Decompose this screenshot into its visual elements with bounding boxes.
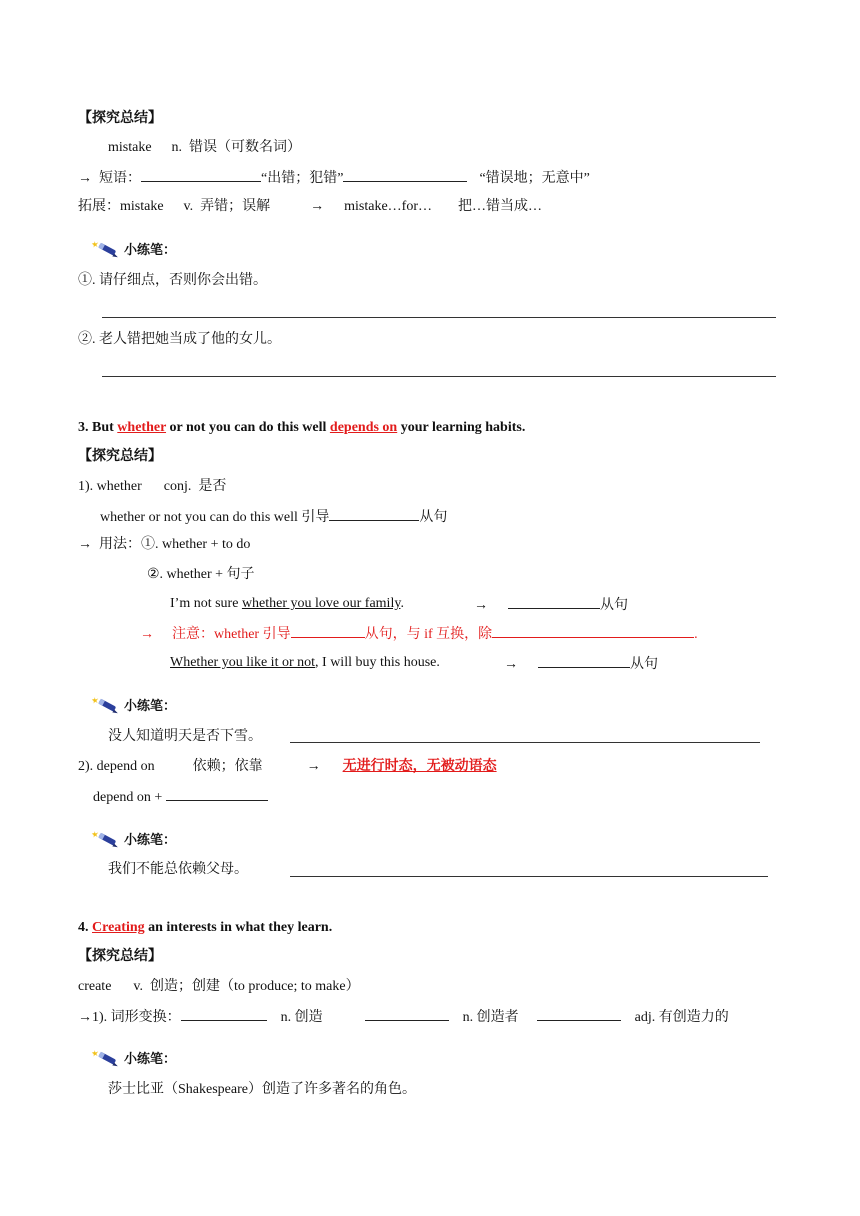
vocab-word: create xyxy=(78,979,112,994)
vocab-word: mistake xyxy=(108,140,152,155)
pattern-text: depend on + xyxy=(93,790,163,805)
highlight-creating: Creating xyxy=(92,920,145,935)
practice-question: 我们不能总依赖父母。 xyxy=(108,862,248,877)
fill-blank[interactable] xyxy=(537,1007,621,1021)
practice-label: 小练笔： xyxy=(124,833,177,848)
arrow-icon: → xyxy=(78,171,92,186)
example-text: , I will buy this house. xyxy=(315,655,440,670)
answer-line[interactable] xyxy=(290,742,760,743)
vocab-word: 1). whether xyxy=(78,479,142,494)
example-answer xyxy=(474,595,628,615)
highlight-whether: whether xyxy=(117,420,167,435)
pen-icon xyxy=(90,694,120,716)
summary-heading: 【探究总结】 xyxy=(78,449,162,464)
usage-text: ②. whether + 句子 xyxy=(147,567,255,582)
practice-label: 小练笔： xyxy=(124,699,177,714)
practice-heading xyxy=(90,828,176,850)
example-text: 从句 xyxy=(600,598,628,613)
arrow-icon: → xyxy=(78,537,92,552)
part-of-speech: n. xyxy=(171,140,183,155)
practice-heading xyxy=(90,694,176,716)
grammar-note: 无进行时态，无被动语态 xyxy=(342,759,497,774)
example-clause: whether you love our family xyxy=(241,596,401,611)
example-text: . xyxy=(400,596,404,611)
word-forms-line xyxy=(78,1007,729,1027)
word-form: n. 创造 xyxy=(280,1010,323,1025)
word-forms-label: →1). 词形变换： xyxy=(78,1010,181,1025)
vocab-line xyxy=(108,139,301,157)
note-line xyxy=(140,624,698,644)
clause-line xyxy=(100,507,447,527)
pattern-line xyxy=(93,787,268,807)
pen-icon xyxy=(90,1047,120,1069)
fill-blank[interactable] xyxy=(181,1007,267,1021)
fill-blank[interactable] xyxy=(166,787,268,801)
pattern-meaning: 把…错当成… xyxy=(458,199,543,214)
fill-blank[interactable] xyxy=(329,507,419,521)
example-line xyxy=(170,654,440,672)
arrow-icon: → xyxy=(310,199,325,214)
fill-blank[interactable] xyxy=(141,168,261,182)
fill-blank[interactable] xyxy=(291,624,365,638)
definition: 依赖；依靠 xyxy=(192,759,263,774)
title-text: or not you can do this well xyxy=(169,420,327,435)
section-title xyxy=(78,919,332,937)
summary-heading: 【探究总结】 xyxy=(78,111,162,126)
part-of-speech: v. xyxy=(133,979,144,994)
example-text: I’m not sure xyxy=(170,596,239,611)
usage-line xyxy=(78,536,250,554)
clause-text: whether or not you can do this well 引导 xyxy=(100,510,330,525)
example-answer xyxy=(504,654,658,674)
title-number: 4. xyxy=(78,920,89,935)
definition: 错误（可数名词） xyxy=(189,140,302,155)
phrase-meaning: “出错；犯错” xyxy=(261,171,344,186)
highlight-depends-on: depends on xyxy=(329,420,398,435)
fill-blank[interactable] xyxy=(492,624,694,638)
title-text: your learning habits. xyxy=(400,420,526,435)
usage-text: 用法：①. whether + to do xyxy=(99,537,251,552)
note-text: 从句，与 if 互换，除 xyxy=(364,627,493,642)
vocab-line xyxy=(78,758,497,776)
pen-icon xyxy=(90,828,120,850)
practice-label: 小练笔： xyxy=(124,1052,177,1067)
arrow-icon: → xyxy=(504,657,518,672)
definition: 创造；创建（to produce; to make） xyxy=(150,979,360,994)
part-of-speech: v. xyxy=(183,199,194,214)
example-line xyxy=(170,595,404,613)
summary-heading: 【探究总结】 xyxy=(78,949,162,964)
note-text: 注意：whether 引导 xyxy=(172,627,291,642)
definition: 弄错；误解 xyxy=(200,199,271,214)
fill-blank[interactable] xyxy=(365,1007,449,1021)
phrase-line xyxy=(78,168,590,188)
pen-icon xyxy=(90,238,120,260)
pattern: mistake…for… xyxy=(344,199,433,214)
vocab-line xyxy=(78,978,360,996)
extension-label: 拓展：mistake xyxy=(78,199,164,214)
vocab-line xyxy=(78,478,226,496)
practice-label: 小练笔： xyxy=(124,243,177,258)
definition: 是否 xyxy=(198,479,227,494)
practice-question: ②. 老人错把她当成了他的女儿。 xyxy=(78,332,281,347)
arrow-icon: → xyxy=(140,627,154,642)
title-text: an interests in what they learn. xyxy=(148,920,333,935)
phrase-label: 短语： xyxy=(99,171,141,186)
fill-blank[interactable] xyxy=(343,168,467,182)
example-text: 从句 xyxy=(630,657,658,672)
fill-blank[interactable] xyxy=(538,654,630,668)
practice-question: 没人知道明天是否下雪。 xyxy=(108,729,262,744)
word-form: adj. 有创造力的 xyxy=(634,1010,729,1025)
section-title xyxy=(78,419,525,437)
answer-line[interactable] xyxy=(102,317,776,318)
practice-heading xyxy=(90,1047,176,1069)
phrase-meaning: “错误地；无意中” xyxy=(479,171,590,186)
arrow-icon: → xyxy=(474,598,488,613)
practice-question: 莎士比亚（Shakespeare）创造了许多著名的角色。 xyxy=(108,1082,416,1097)
fill-blank[interactable] xyxy=(508,595,600,609)
clause-text: 从句 xyxy=(419,510,448,525)
part-of-speech: conj. xyxy=(163,479,192,494)
answer-line[interactable] xyxy=(290,876,768,877)
arrow-icon: → xyxy=(306,759,321,774)
practice-heading xyxy=(90,238,176,260)
title-number: 3. But xyxy=(78,420,114,435)
practice-question: ①. 请仔细点，否则你会出错。 xyxy=(78,273,267,288)
example-clause: Whether you like it or not xyxy=(170,655,316,670)
vocab-word: 2). depend on xyxy=(78,759,155,774)
extension-line xyxy=(78,198,542,216)
word-form: n. 创造者 xyxy=(462,1010,519,1025)
answer-line[interactable] xyxy=(102,376,776,377)
note-text: . xyxy=(694,627,698,642)
